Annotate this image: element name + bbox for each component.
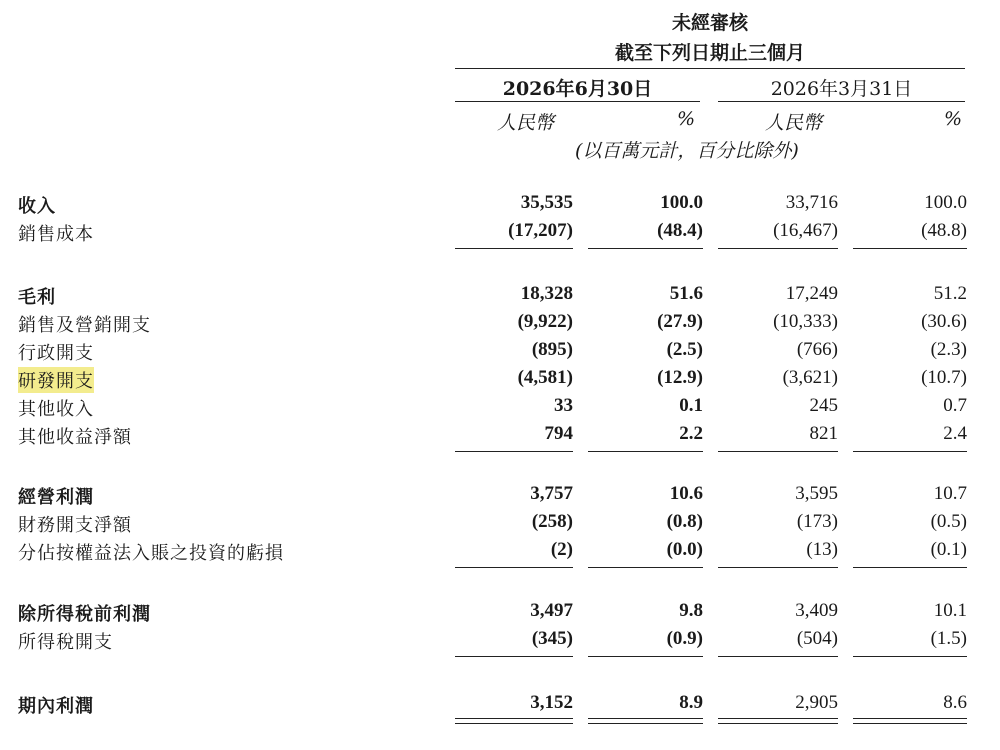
row-label: 研發開支 [18,367,94,393]
cell-v2: 17,249 [785,283,838,304]
percent-label-1: % [677,108,696,130]
row-label: 財務開支淨額 [18,515,132,536]
subtotal-rule [853,656,967,657]
row-label: 分佔按權益法入賬之投資的虧損 [18,543,284,564]
cell-p1: (27.9) [657,311,703,332]
cell-p1: (0.9) [666,628,703,649]
cell-v2: 821 [809,423,838,444]
header-rule [455,68,965,69]
total-double-rule [853,718,967,719]
total-double-rule [718,723,838,724]
cell-v2: 33,716 [785,192,838,213]
row-label: 經營利潤 [18,487,94,508]
cell-p1: (48.4) [657,220,703,241]
cell-p2: 8.6 [943,692,967,713]
subtotal-rule [455,248,573,249]
cell-v1: 3,152 [530,692,573,713]
total-double-rule [455,723,573,724]
cell-v1: 18,328 [520,283,573,304]
row-label: 期內利潤 [18,696,94,717]
row-label: 毛利 [18,287,56,308]
cell-p2: 2.4 [943,423,967,444]
total-double-rule [588,723,703,724]
cell-p2: (10.7) [921,367,967,388]
subtotal-rule [588,567,703,568]
cell-v1: (9,922) [517,311,573,332]
cell-v2: (13) [806,539,838,560]
row-label: 其他收入 [18,399,94,420]
row-label: 除所得稅前利潤 [18,604,151,625]
row-label: 其他收益淨額 [18,427,132,448]
cell-p2: (1.5) [930,628,967,649]
row-label: 行政開支 [18,343,94,364]
header-unaudited: 未經審核 [671,12,748,34]
period2-rule [718,101,965,102]
subtotal-rule [455,451,573,452]
cell-v2: 3,595 [795,483,838,504]
cell-v1: (258) [531,511,573,532]
cell-p1: (0.0) [666,539,703,560]
period1-rule [455,101,700,102]
cell-p1: (2.5) [666,339,703,360]
cell-p2: (48.8) [921,220,967,241]
cell-v2: (16,467) [773,220,838,241]
cell-v2: (3,621) [782,367,838,388]
subtotal-rule [718,656,838,657]
subtotal-rule [455,656,573,657]
cell-v2: 3,409 [795,600,838,621]
total-double-rule [455,718,573,719]
subtotal-rule [718,451,838,452]
cell-v1: 794 [544,423,573,444]
cell-v1: 35,535 [520,192,573,213]
subtotal-rule [588,451,703,452]
cell-v1: (345) [531,628,573,649]
cell-p1: (0.8) [666,511,703,532]
cell-v1: (4,581) [517,367,573,388]
cell-p1: 100.0 [660,192,703,213]
percent-label-2: % [944,108,963,130]
cell-v1: (17,207) [508,220,573,241]
cell-v2: (10,333) [773,311,838,332]
subtotal-rule [455,567,573,568]
subtotal-rule [853,567,967,568]
cell-p2: 100.0 [924,192,967,213]
row-label: 銷售成本 [18,224,94,245]
cell-p1: 10.6 [669,483,703,504]
cell-v2: (173) [796,511,838,532]
cell-v2: (766) [796,339,838,360]
cell-v1: (2) [550,539,573,560]
total-double-rule [588,718,703,719]
cell-p1: 0.1 [679,395,703,416]
cell-p1: 9.8 [679,600,703,621]
units-note: (以百萬元計，百分比除外) [575,140,799,162]
row-label: 所得稅開支 [18,632,113,653]
subtotal-rule [853,451,967,452]
cell-v2: 2,905 [795,692,838,713]
cell-v1: (895) [531,339,573,360]
subtotal-rule [853,248,967,249]
cell-v1: 3,757 [530,483,573,504]
cell-v1: 3,497 [530,600,573,621]
cell-v2: 245 [809,395,838,416]
cell-p2: (0.1) [930,539,967,560]
cell-p2: 10.1 [933,600,967,621]
cell-p2: 10.7 [933,483,967,504]
cell-p2: (30.6) [921,311,967,332]
row-label: 收入 [18,196,56,217]
subtotal-rule [718,567,838,568]
cell-p1: (12.9) [657,367,703,388]
cell-p1: 51.6 [669,283,703,304]
row-label: 銷售及營銷開支 [18,315,151,336]
subtotal-rule [718,248,838,249]
cell-p2: (0.5) [930,511,967,532]
header-period-desc: 截至下列日期止三個月 [614,42,805,64]
cell-v2: (504) [796,628,838,649]
total-double-rule [853,723,967,724]
cell-p2: 51.2 [933,283,967,304]
period-2026-03-31: 2026年3月31日 [770,78,913,100]
currency-label-2: 人民幣 [765,112,823,134]
period-2026-06-30: 2026年6月30日 [502,78,653,100]
cell-p1: 2.2 [679,423,703,444]
subtotal-rule [588,656,703,657]
cell-v1: 33 [554,395,573,416]
currency-label-1: 人民幣 [497,112,555,134]
cell-p2: (2.3) [930,339,967,360]
total-double-rule [718,718,838,719]
cell-p2: 0.7 [943,395,967,416]
cell-p1: 8.9 [679,692,703,713]
subtotal-rule [588,248,703,249]
